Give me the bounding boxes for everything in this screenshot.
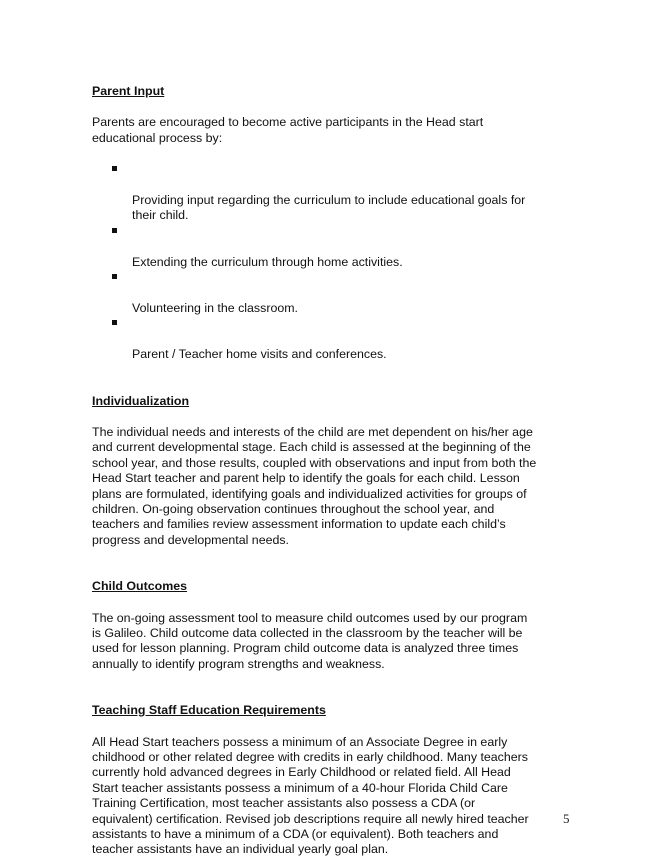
page-number: 5 — [563, 811, 570, 826]
list-item-text: Volunteering in the classroom. — [132, 300, 298, 315]
square-bullet-icon — [112, 274, 117, 279]
section-heading-parent-input: Parent Input — [92, 84, 165, 98]
square-bullet-icon — [112, 320, 117, 325]
section-heading-individualization: Individualization — [92, 393, 190, 408]
page-content — [92, 84, 582, 858]
parent-input-intro: Parents are encouraged to become active participants in the Head start educational process by: — [92, 115, 484, 145]
list-item-text: Providing input regarding the curriculum to include educational goals for their child. — [132, 193, 526, 223]
list-item — [92, 224, 582, 270]
individualization-body: The individual needs and interests of the child are met dependent on his/her age and current developmental stage. Each child is assessed at the beginning of the school year, and those results, coupled with observations and input from both the Head Start teacher and parent help to identify the goals for each child. Lesson plans are formulated, identifying goals and individualized activities for groups of children. On-going observation continues throughout the school year, and teachers and families review assessment information to update each child’s progress and developmental needs. — [92, 424, 537, 547]
parent-input-bullet-list — [92, 162, 582, 362]
square-bullet-icon — [112, 166, 117, 171]
child-outcomes-body: The on-going assessment tool to measure child outcomes used by our program is Galileo. Child outcome data collected in the classroom by the teacher will be used for lesson planning. Program child outcome data is analyzed three times annually to identify program strengths and weakness. — [92, 610, 528, 671]
section-heading-teaching-staff: Teaching Staff Education Requirements — [92, 703, 326, 718]
square-bullet-icon — [112, 228, 117, 233]
list-item-text: Parent / Teacher home visits and conferences. — [132, 347, 387, 362]
section-heading-child-outcomes: Child Outcomes — [92, 579, 188, 594]
list-item-text: Extending the curriculum through home activities. — [132, 254, 403, 269]
list-item — [92, 162, 582, 224]
list-item — [92, 270, 582, 316]
list-item — [92, 316, 582, 362]
teaching-staff-body: All Head Start teachers possess a minimum of an Associate Degree in early childhood or other related degree with credits in early childhood. Many teachers currently hold advanced degrees in Early Childhood or related field. All Head Start teacher assistants possess a minimum of a 40-hour Florida Child Care Training Certification, most teacher assistants also possess a CDA (or equivalent) certification. Revised job descriptions require all newly hired teacher assistants to have a minimum of a CDA (or equivalent). Both teachers and teacher assistants have an individual yearly goal plan. — [92, 734, 529, 857]
